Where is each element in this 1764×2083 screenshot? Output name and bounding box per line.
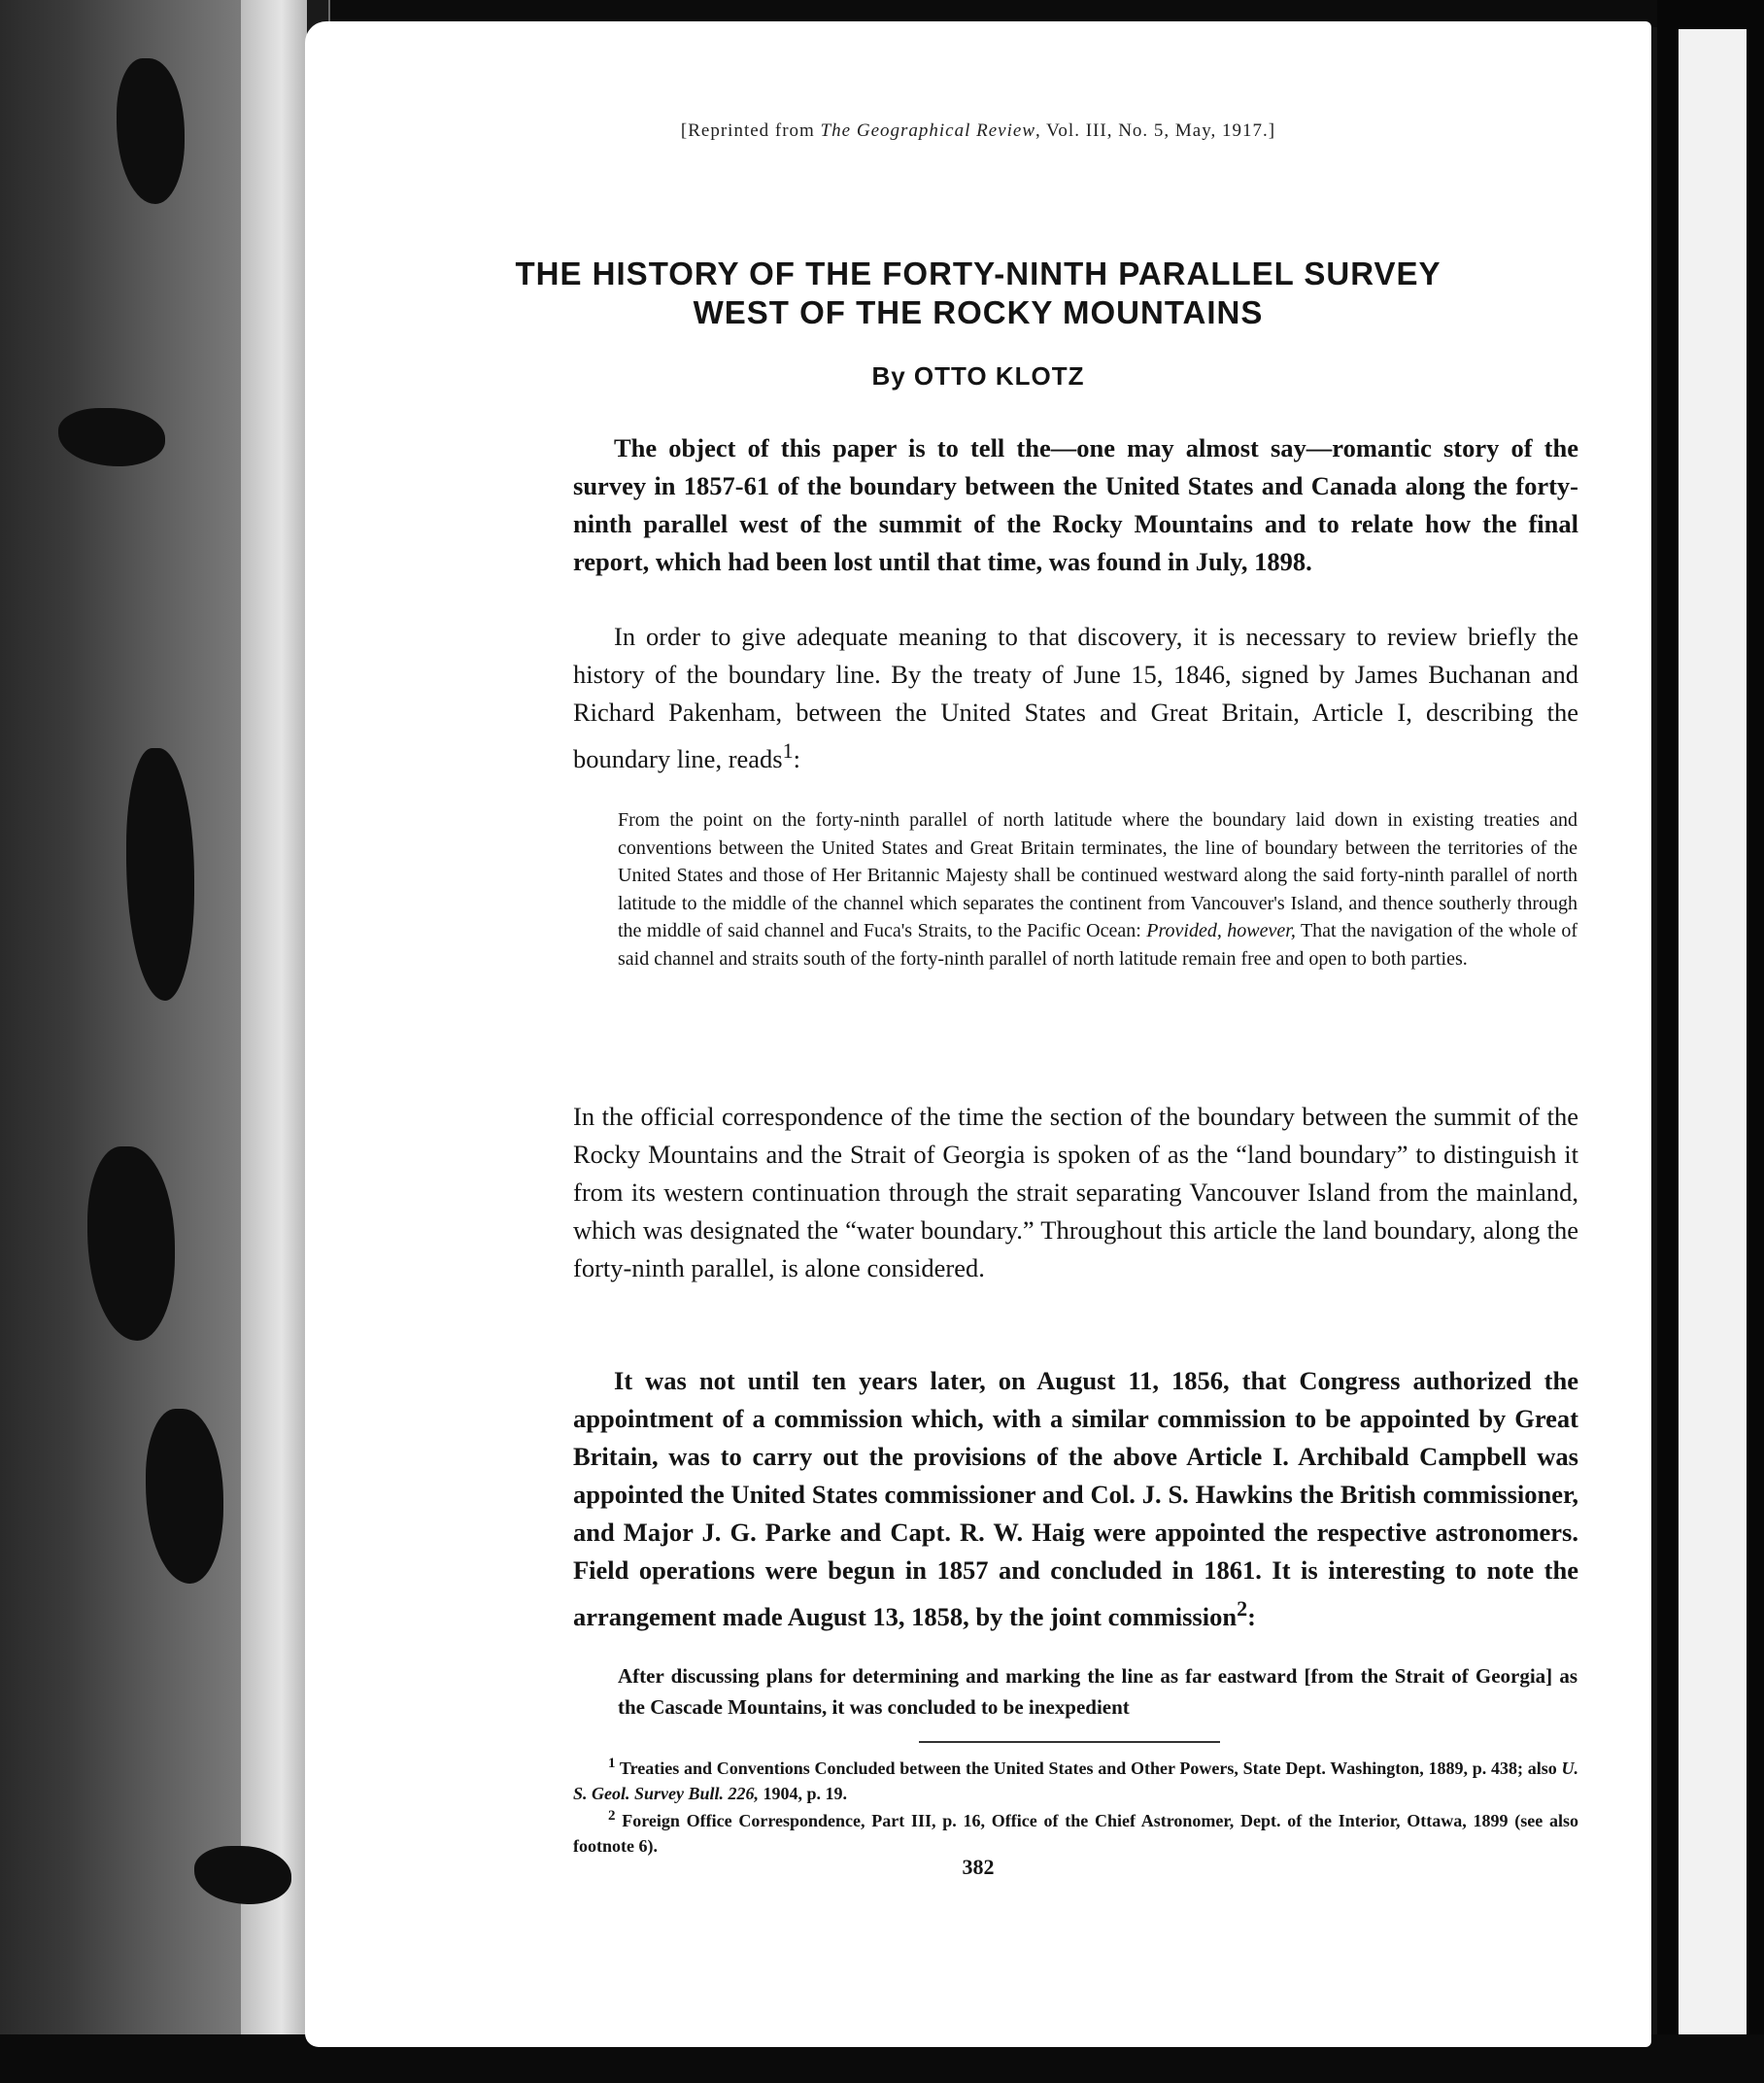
paragraph-intro: The object of this paper is to tell the—one may almost say—romantic story of the survey in 1857-61 of the boundary between the United States and Canada along the forty-ninth parallel west of the summit of the Rocky Mountains and to relate how the final report, which had been lost until that time, was found in July, 1898. <box>573 433 1578 576</box>
footnote-1-mark: 1 <box>608 1756 616 1771</box>
paragraph-commission-text: It was not until ten years later, on August 11, 1856, that Congress authorized the appointment of a commission which, with a similar commission to be appointed by Great Britain, was to carry out the provisions of the above Article I. Archibald Campbell was appointed the United States commissioner and Col. J. S. Hawkins the British commissioner, and Major J. G. Parke and Capt. R. W. Haig were appointed the respective astronomers. Field operations were begun in 1857 and concluded in 1861. It is interesting to note the arrangement made August 13, 1858, by the joint commission <box>573 1366 1578 1631</box>
footnote-1-italic: U. S. Geol. Survey Bull. 226, <box>573 1759 1578 1803</box>
footnote-2-text: Foreign Office Correspondence, Part III, p. 16, Office of the Chief Astronomer, Dept. of the Interior, Ottawa, 1899 (see also footnote 6). <box>573 1811 1578 1856</box>
title-line-1: THE HISTORY OF THE FORTY-NINTH PARALLEL SURVEY <box>515 256 1442 291</box>
quotation-part-a: From the point on the forty-ninth parallel of north latitude where the boundary laid down in existing treaties and conventions between the United States and Great Britain terminates, the line of boundary between the territories of the United States and those of Her Britannic Majesty shall be continued westward along the said forty-ninth parallel of north latitude to the middle of the channel which separates the continent from Vancouver's Island, and thence southerly through the middle of said channel and Fuca's Straits, to the Pacific Ocean: <box>618 809 1577 942</box>
paragraph-treaty <box>573 618 1578 778</box>
footnote-1-text-a: Treaties and Conventions Concluded between the United States and Other Powers, State Dept. Washington, 1889, p. 438; also <box>615 1759 1562 1778</box>
paragraph-correspondence: In the official correspondence of the time the section of the boundary between the summit of the Rocky Mountains and the Strait of Georgia is spoken of as the “land boundary” to distinguish it from its western continuation through the strait separating Vancouver Island from the mainland, which was designated the “water boundary.” Throughout this article the land boundary, along the forty-ninth parallel, is alone considered. <box>573 1102 1578 1282</box>
footnote-ref-1: 1 <box>782 738 794 763</box>
footnote-divider <box>919 1741 1220 1743</box>
reprint-prefix: [Reprinted from <box>680 120 821 141</box>
page-number: 382 <box>962 1855 995 1879</box>
reprint-notice <box>305 120 1651 142</box>
document-page <box>305 21 1651 2047</box>
footnote-ref-2: 2 <box>1237 1596 1248 1621</box>
footnote-2 <box>573 1803 1578 1859</box>
author-byline: By OTTO KLOTZ <box>871 361 1085 391</box>
paragraph-treaty-end: : <box>793 743 801 773</box>
paragraph-treaty-text: In order to give adequate meaning to that discovery, it is necessary to review briefly the history of the boundary line. By the treaty of June 15, 1846, signed by James Buchanan and Richard Pakenham, between the United States and Great Britain, Article I, describing the boundary line, reads <box>573 622 1578 773</box>
paragraph-commission <box>573 1362 1578 1636</box>
quotation-italic: Provided, however, <box>1146 920 1296 942</box>
footnote-1 <box>573 1751 1578 1806</box>
quotation-part-b: That the navigation of the whole of said channel and straits south of the forty-ninth parallel of north latitude remain free and open to both parties. <box>618 920 1578 970</box>
reprint-suffix: , Vol. III, No. 5, May, 1917.] <box>1035 120 1276 141</box>
title-line-2: WEST OF THE ROCKY MOUNTAINS <box>693 294 1264 330</box>
book-spine-highlight <box>241 0 309 2083</box>
treaty-quotation <box>618 806 1577 973</box>
footnote-1-text-b: 1904, p. 19. <box>759 1784 848 1803</box>
next-page-sliver <box>1679 29 1747 2060</box>
commission-quotation: After discussing plans for determining and marking the line as far eastward [from the Strait of Georgia] as the Cascade Mountains, it was concluded to be inexpedient <box>618 1664 1577 1719</box>
article-title <box>305 255 1651 332</box>
journal-name: The Geographical Review <box>820 120 1035 141</box>
footnote-2-mark: 2 <box>608 1808 616 1824</box>
paragraph-commission-end: : <box>1247 1601 1256 1631</box>
